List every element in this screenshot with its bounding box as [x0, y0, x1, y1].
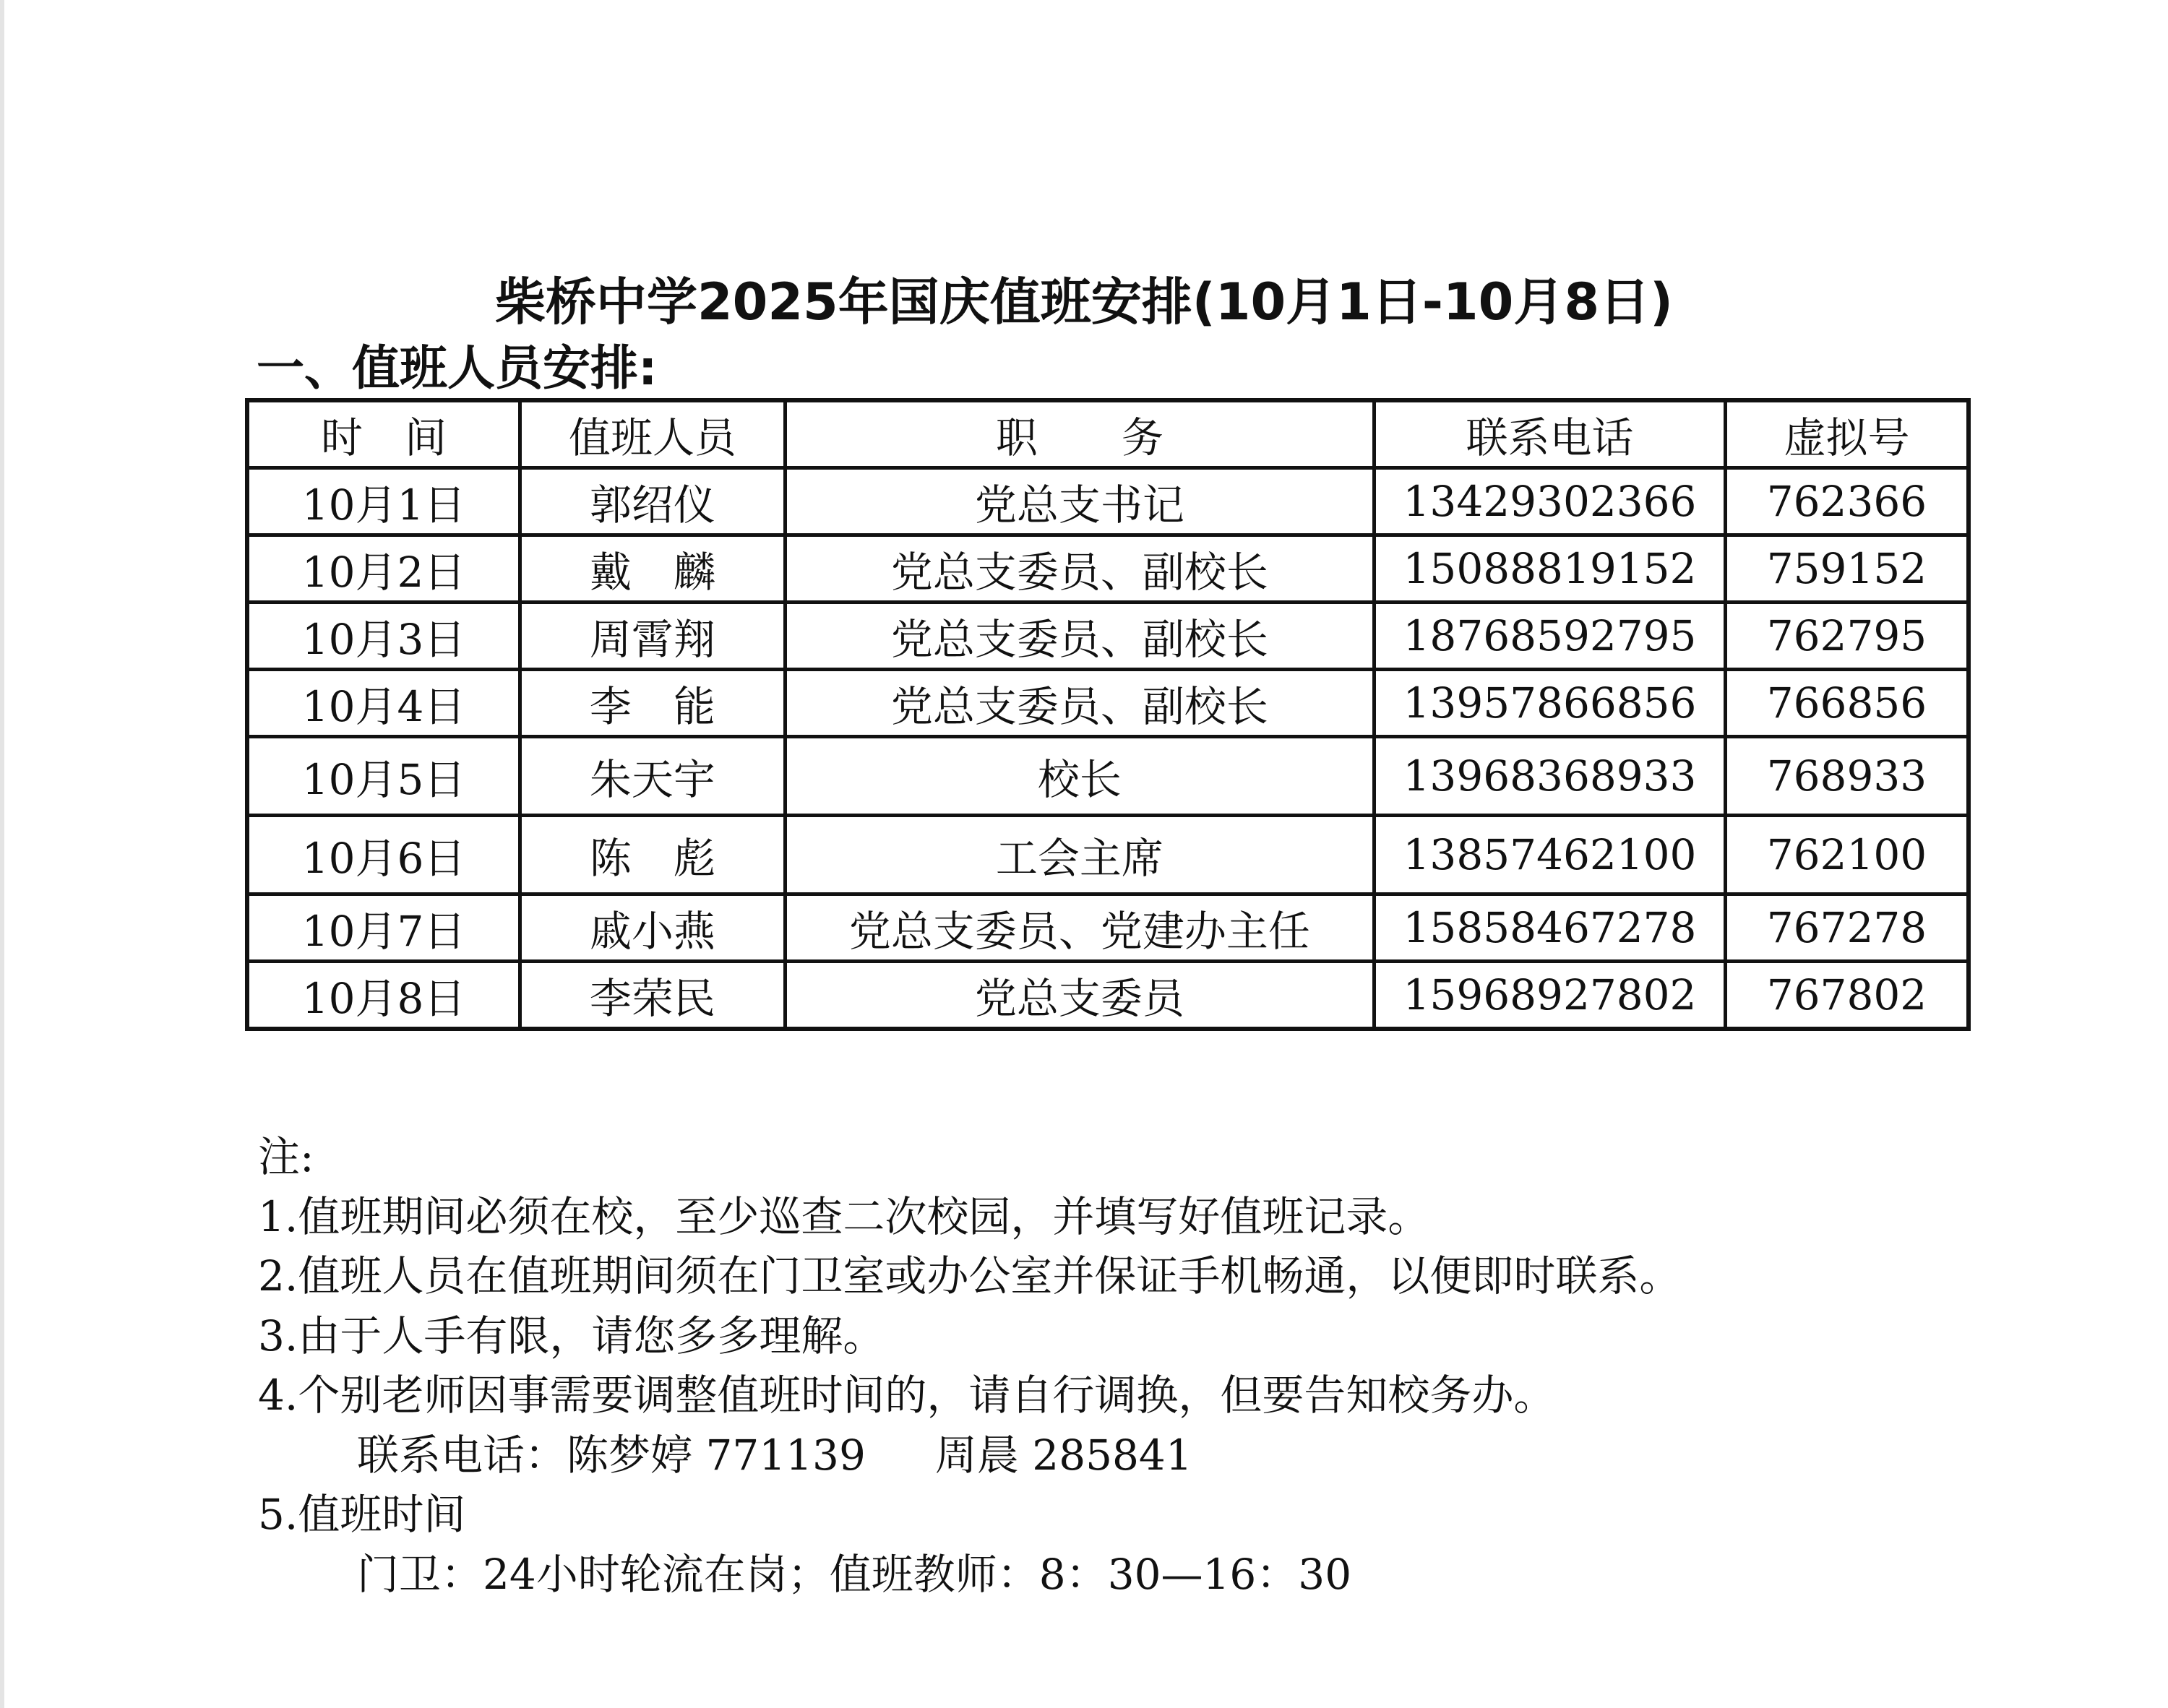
- cell-phone: 15968927802: [1375, 962, 1726, 1030]
- cell-name: 戚小燕: [520, 894, 786, 962]
- cell-name: 李 能: [520, 670, 786, 737]
- cell-role: 工会主席: [785, 816, 1374, 894]
- cell-virtual: 759152: [1725, 535, 1969, 603]
- notes-label: 注:: [258, 1132, 314, 1181]
- note-item-5-detail: 门卫：24小时轮流在岗；值班教师：8：30—16：30: [357, 1549, 1352, 1599]
- cell-name: 陈 彪: [520, 816, 786, 894]
- cell-name: 朱天宇: [520, 737, 786, 816]
- header-person: 值班人员: [520, 400, 786, 468]
- cell-date: 10月4日: [247, 670, 520, 737]
- note-item-4: 4.个别老师因事需要调整值班时间的，请自行调换，但要告知校务办。: [258, 1371, 1556, 1420]
- note-item-5: 5.值班时间: [258, 1490, 466, 1539]
- cell-name: 李荣民: [520, 962, 786, 1030]
- contact-1: 陈梦婷 771139: [567, 1430, 866, 1480]
- table-row: [247, 670, 1969, 737]
- cell-virtual: 766856: [1725, 670, 1969, 737]
- cell-date: 10月5日: [247, 737, 520, 816]
- header-virtual: 虚拟号: [1725, 400, 1969, 468]
- notes-section: [258, 1127, 1681, 1604]
- cell-role: 党总支书记: [785, 468, 1374, 535]
- cell-date: 10月1日: [247, 468, 520, 535]
- table-row: [247, 894, 1969, 962]
- table-row: [247, 468, 1969, 535]
- cell-phone: 13957866856: [1375, 670, 1726, 737]
- page-edge: [0, 0, 4, 1708]
- cell-role: 党总支委员: [785, 962, 1374, 1030]
- note-item-1: 1.值班期间必须在校，至少巡查二次校园，并填写好值班记录。: [258, 1191, 1430, 1241]
- cell-date: 10月8日: [247, 962, 520, 1030]
- duty-table: [245, 398, 1971, 1031]
- cell-phone: 13968368933: [1375, 737, 1726, 816]
- cell-date: 10月7日: [247, 894, 520, 962]
- cell-name: 周霄翔: [520, 603, 786, 670]
- cell-role: 党总支委员、党建办主任: [785, 894, 1374, 962]
- note-contact-line: [258, 1426, 1681, 1485]
- table-header-row: [247, 400, 1969, 468]
- cell-virtual: 768933: [1725, 737, 1969, 816]
- cell-phone: 18768592795: [1375, 603, 1726, 670]
- cell-virtual: 762795: [1725, 603, 1969, 670]
- cell-name: 戴 麟: [520, 535, 786, 603]
- cell-role: 党总支委员、副校长: [785, 670, 1374, 737]
- header-time: 时 间: [247, 400, 520, 468]
- document-title: 柴桥中学2025年国庆值班安排(10月1日-10月8日): [494, 272, 1674, 332]
- contact-2: 周晨 285841: [934, 1430, 1192, 1480]
- table-row: [247, 816, 1969, 894]
- cell-virtual: 762100: [1725, 816, 1969, 894]
- cell-role: 党总支委员、副校长: [785, 535, 1374, 603]
- note-item-3: 3.由于人手有限，请您多多理解。: [258, 1311, 885, 1360]
- table-row: [247, 535, 1969, 603]
- table-row: [247, 603, 1969, 670]
- cell-phone: 13857462100: [1375, 816, 1726, 894]
- header-phone: 联系电话: [1375, 400, 1726, 468]
- table-row: [247, 962, 1969, 1030]
- contact-prefix: 联系电话：: [357, 1430, 567, 1480]
- cell-role: 校长: [785, 737, 1374, 816]
- cell-date: 10月2日: [247, 535, 520, 603]
- cell-date: 10月6日: [247, 816, 520, 894]
- cell-date: 10月3日: [247, 603, 520, 670]
- cell-virtual: 767802: [1725, 962, 1969, 1030]
- cell-phone: 15858467278: [1375, 894, 1726, 962]
- cell-name: 郭绍仪: [520, 468, 786, 535]
- cell-role: 党总支委员、副校长: [785, 603, 1374, 670]
- header-role: 职 务: [785, 400, 1374, 468]
- cell-virtual: 767278: [1725, 894, 1969, 962]
- table-row: [247, 737, 1969, 816]
- cell-virtual: 762366: [1725, 468, 1969, 535]
- section-heading: 一、值班人员安排:: [257, 340, 658, 396]
- note-item-2: 2.值班人员在值班期间须在门卫室或办公室并保证手机畅通，以便即时联系。: [258, 1251, 1682, 1301]
- cell-phone: 15088819152: [1375, 535, 1726, 603]
- cell-phone: 13429302366: [1375, 468, 1726, 535]
